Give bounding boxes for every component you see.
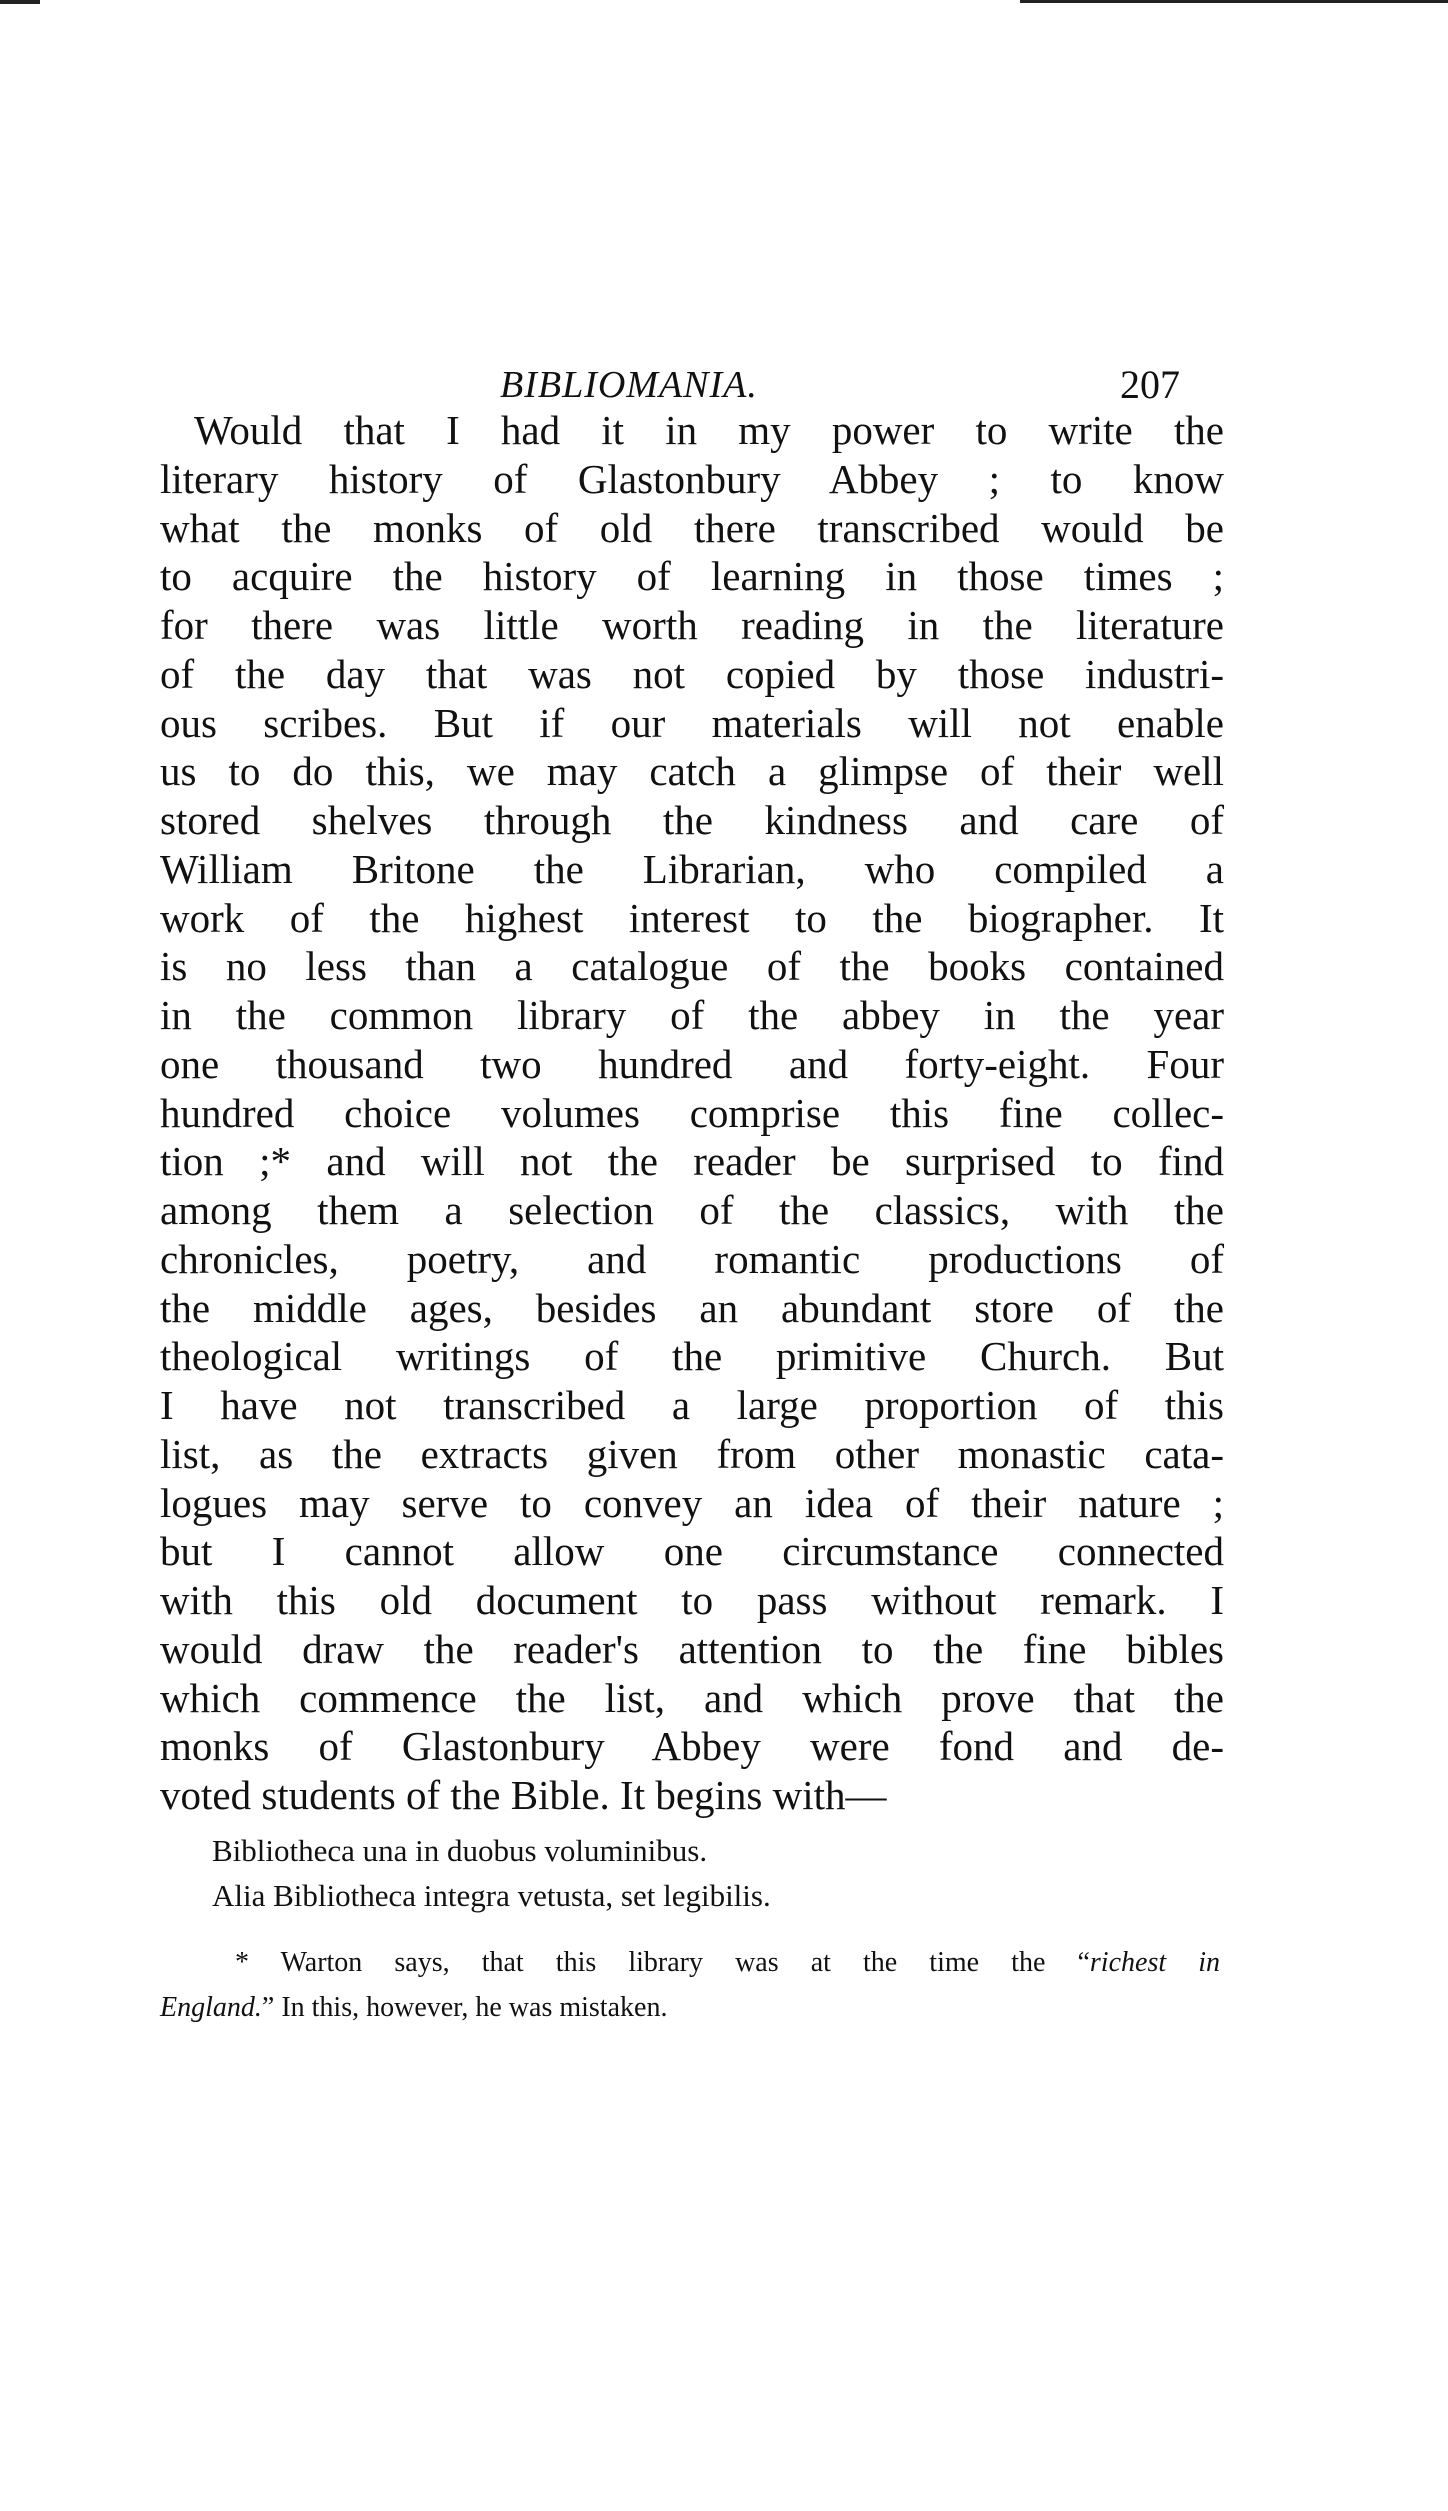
footnote-italic: richest in — [1089, 1947, 1220, 1978]
footnote-text: ” In this, however, he was mistaken. — [261, 1992, 668, 2023]
body-line: work of the highest interest to the biographer. It — [160, 894, 1224, 941]
body-line: one thousand two hundred and forty-eight. Four — [160, 1040, 1224, 1087]
body-line: voted students of the Bible. It begins with— — [160, 1772, 887, 1818]
body-line: monks of Glastonbury Abbey were fond and de- — [160, 1723, 1224, 1770]
body-line: to acquire the history of learning in those times ; — [160, 553, 1224, 600]
body-line: us to do this, we may catch a glimpse of their well — [160, 748, 1224, 795]
body-line: chronicles, poetry, and romantic productions of — [160, 1235, 1224, 1282]
body-line: is no less than a catalogue of the books contained — [160, 943, 1224, 990]
body-line: tion ;* and will not the reader be surprised to find — [160, 1138, 1224, 1185]
body-line: Would that I had it in my power to write the — [194, 407, 1224, 453]
page-edge-left — [0, 0, 40, 4]
running-head-title: BIBLIOMANIA. — [500, 364, 758, 406]
body-line: of the day that was not copied by those industri- — [160, 650, 1224, 697]
body-line: but I cannot allow one circumstance connected — [160, 1528, 1224, 1575]
body-line: ous scribes. But if our materials will not enable — [160, 699, 1224, 746]
body-line: logues may serve to convey an idea of their nature ; — [160, 1479, 1224, 1526]
quotation-line: Alia Bibliotheca integra vetusta, set legibilis. — [212, 1878, 771, 1913]
body-line: what the monks of old there transcribed would be — [160, 504, 1224, 551]
footnote-text: * Warton says, that this library was at the time the “ — [235, 1947, 1090, 1978]
body-line: hundred choice volumes comprise this fine collec- — [160, 1089, 1224, 1136]
body-line: which commence the list, and which prove that the — [160, 1674, 1224, 1721]
body-line: would draw the reader's attention to the fine bibles — [160, 1625, 1224, 1672]
body-line: I have not transcribed a large proportion of this — [160, 1382, 1224, 1428]
body-text — [160, 406, 1224, 1820]
body-line: stored shelves through the kindness and care of — [160, 797, 1224, 843]
body-line: among them a selection of the classics, with the — [160, 1187, 1224, 1233]
body-line: the middle ages, besides an abundant store of the — [160, 1284, 1224, 1331]
quotation-line: Bibliotheca una in duobus voluminibus. — [212, 1833, 708, 1868]
body-line: with this old document to pass without remark. I — [160, 1577, 1224, 1623]
body-line: list, as the extracts given from other monastic cata- — [160, 1430, 1224, 1477]
footnote-italic: England. — [160, 1992, 262, 2023]
body-line: for there was little worth reading in the literature — [160, 602, 1224, 648]
body-line: literary history of Glastonbury Abbey ; to know — [160, 455, 1224, 502]
body-line: in the common library of the abbey in the year — [160, 992, 1224, 1038]
footnote — [160, 1940, 1220, 2030]
body-line: William Britone the Librarian, who compiled a — [160, 845, 1224, 892]
body-line: theological writings of the primitive Church. But — [160, 1333, 1224, 1380]
page-edge-right — [1020, 0, 1448, 3]
page-number: 207 — [1120, 362, 1180, 407]
